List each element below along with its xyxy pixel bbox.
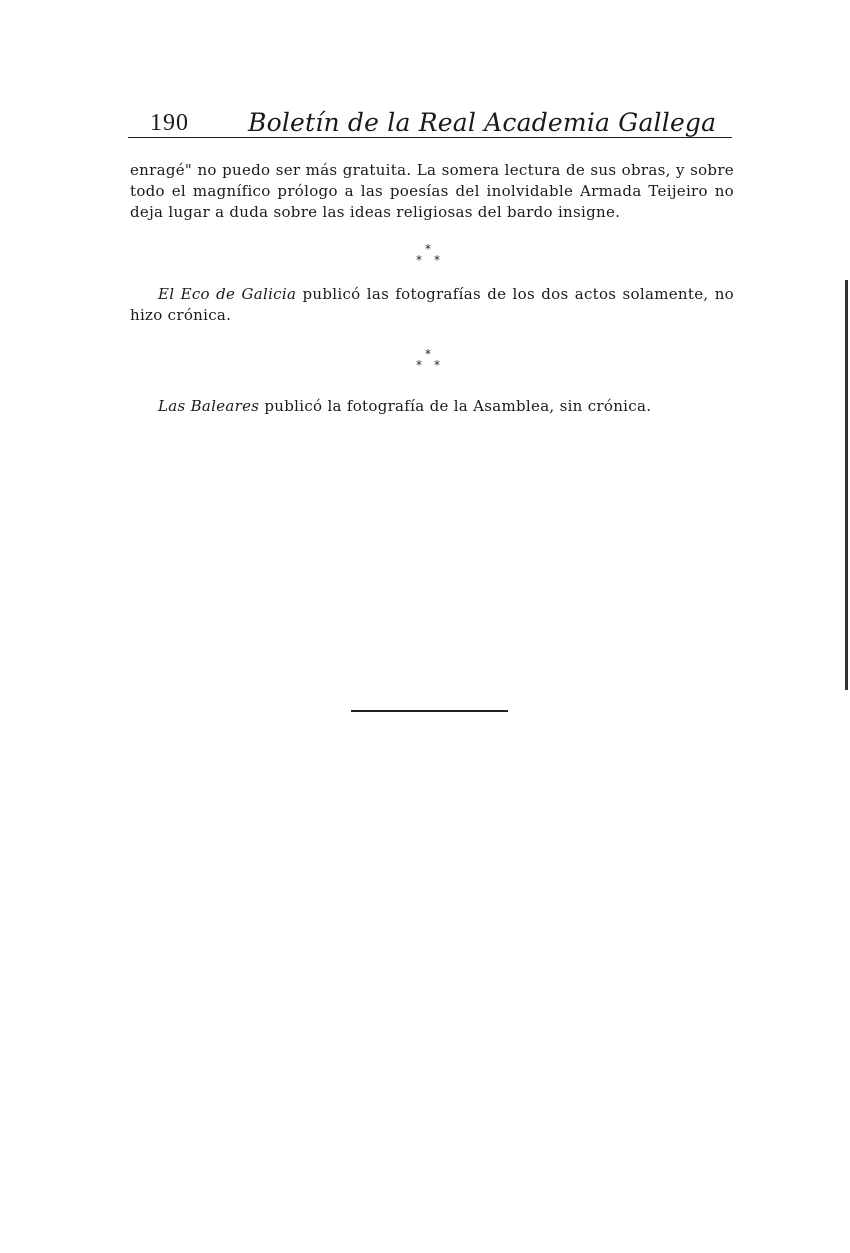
asterism-star: * (425, 242, 431, 256)
running-title: Boletín de la Real Academia Gallega (248, 108, 717, 137)
asterism-star: * (434, 358, 440, 372)
paragraph-text: enragé" no puedo ser más gratuita. La somera lectura de sus obras, y sobre todo el magnífico prólogo a las poesías del inolvidable Armada Teijeiro no deja lugar a duda sobre las ideas religiosas del bardo insigne. (130, 161, 734, 221)
paragraph-body: publicó las fotografías de los dos actos solamente, no hizo crónica. (130, 285, 734, 324)
publication-name: Las Baleares (158, 397, 260, 415)
header-rule (128, 137, 732, 138)
asterism-star: * (425, 347, 431, 361)
paragraph-text (130, 284, 734, 326)
asterism-star: * (416, 358, 422, 372)
paragraph-continuation (130, 160, 734, 223)
asterism-separator (412, 243, 448, 269)
asterism-star: * (416, 253, 422, 267)
paragraph-las-baleares (130, 396, 734, 417)
page-header (128, 104, 732, 138)
page-number: 190 (150, 110, 189, 136)
asterism-separator (412, 348, 448, 374)
scan-edge-mark (845, 280, 848, 690)
paragraph-eco-de-galicia (130, 284, 734, 326)
publication-name: El Eco de Galicia (158, 285, 297, 303)
asterism-star: * (434, 253, 440, 267)
end-of-section-rule (351, 710, 508, 712)
paragraph-body: publicó la fotografía de la Asamblea, sin crónica. (259, 397, 652, 415)
paragraph-text (130, 396, 734, 417)
